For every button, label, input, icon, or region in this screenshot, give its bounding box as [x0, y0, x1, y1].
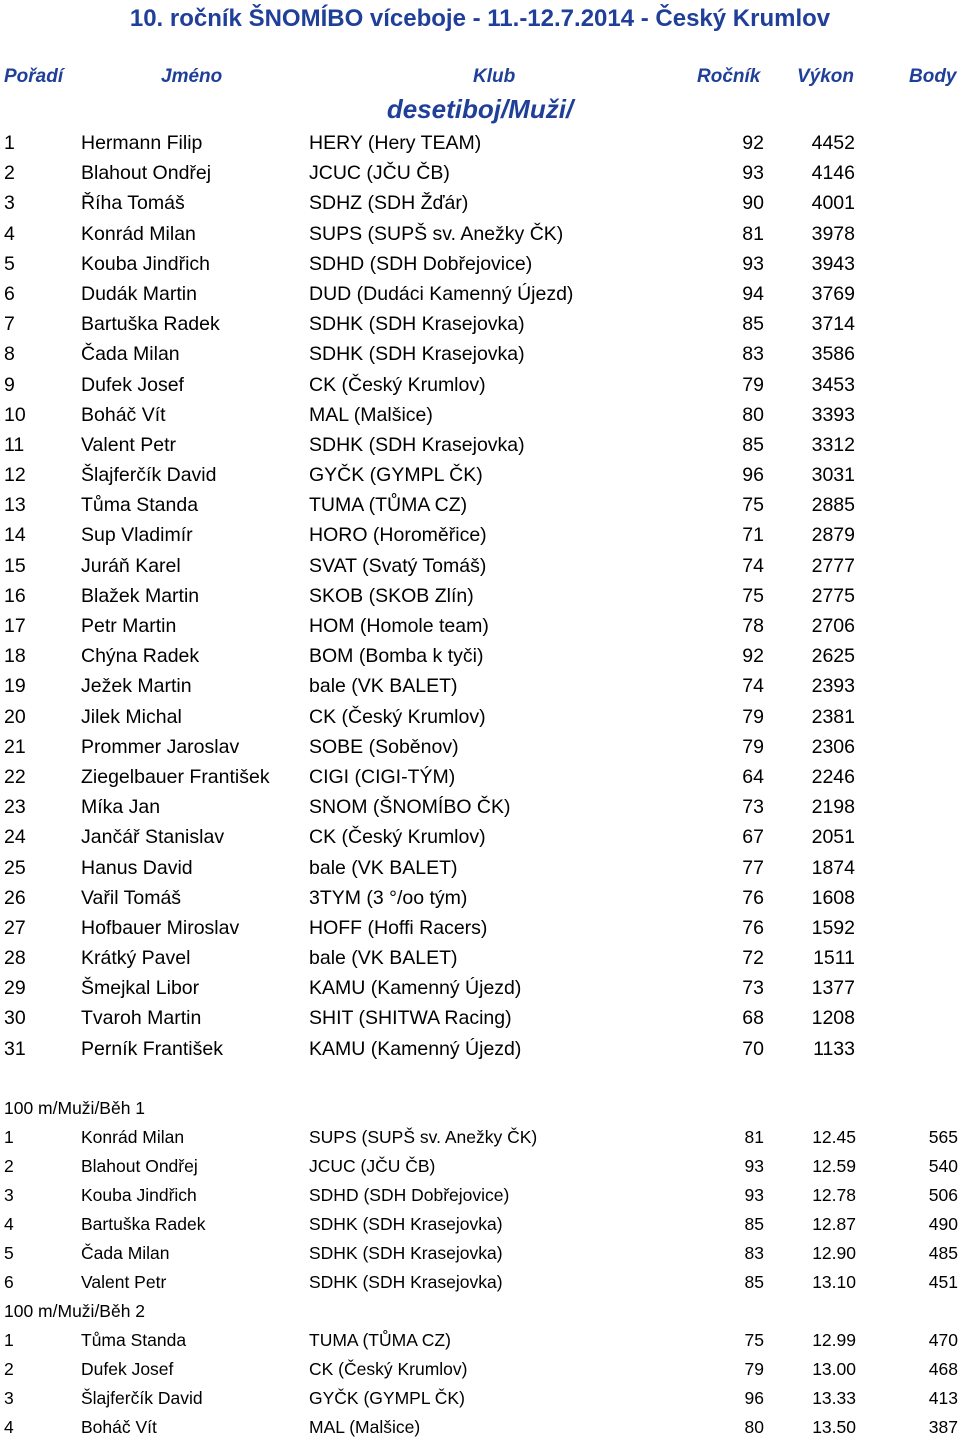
event-points: 451: [928, 1272, 958, 1292]
result-year: 72: [742, 947, 764, 970]
event-club: TUMA (TŮMA CZ): [309, 1330, 451, 1350]
result-rank: 11: [4, 433, 25, 456]
event-row: [0, 1413, 960, 1442]
result-name: Petr Martin: [81, 615, 177, 637]
event-points: 485: [928, 1243, 958, 1263]
result-year: 96: [742, 464, 764, 487]
result-name: Konrád Milan: [81, 222, 196, 245]
result-club: BOM (Bomba k tyči): [309, 645, 484, 668]
event-name: Kouba Jindřich: [81, 1185, 197, 1205]
result-club: SDHD (SDH Dobřejovice): [309, 252, 533, 275]
result-club: SNOM (ŠNOMÍBO ČK): [309, 796, 511, 819]
event-club: GYČK (GYMPL ČK): [309, 1388, 465, 1408]
event-rank: 3: [4, 1388, 14, 1408]
result-row: [0, 641, 960, 671]
result-year: 74: [742, 675, 764, 698]
event-performance: 12.78: [812, 1185, 856, 1205]
result-year: 94: [742, 282, 764, 305]
event-year: 80: [744, 1417, 764, 1437]
result-row: [0, 732, 960, 762]
result-year: 77: [742, 856, 764, 879]
event-performance: 13.00: [812, 1359, 856, 1379]
result-year: 80: [742, 403, 764, 426]
result-performance: 2885: [811, 494, 855, 517]
result-name: Prommer Jaroslav: [81, 735, 240, 758]
event-label: 100 m/Muži/Běh 2: [4, 1301, 146, 1321]
result-performance: 4001: [811, 192, 855, 215]
event-name: Šlajferčík David: [81, 1388, 203, 1408]
result-year: 73: [742, 977, 764, 1000]
event-performance: 13.10: [812, 1272, 856, 1292]
result-rank: 7: [4, 313, 15, 336]
result-row: [0, 219, 960, 249]
event-year: 75: [744, 1330, 764, 1350]
event-name: Boháč Vít: [81, 1417, 157, 1437]
result-year: 92: [742, 645, 764, 668]
result-rank: 13: [4, 494, 26, 517]
event-club: MAL (Malšice): [309, 1417, 421, 1437]
event-club: SDHK (SDH Krasejovka): [309, 1243, 503, 1263]
result-rank: 5: [4, 252, 15, 275]
header-rank: Pořadí: [4, 66, 64, 87]
header-points: Body: [909, 66, 957, 87]
event-rank: 1: [4, 1330, 14, 1350]
result-row: [0, 883, 960, 913]
result-row: [0, 400, 960, 430]
result-rank: 29: [4, 977, 26, 1000]
result-name: Šmejkal Libor: [81, 977, 200, 1000]
result-rank: 30: [4, 1007, 26, 1030]
result-rank: 25: [4, 856, 26, 879]
result-performance: 2051: [811, 826, 855, 849]
event-points: 387: [928, 1417, 958, 1437]
header-performance: Výkon: [797, 66, 855, 87]
result-performance: 1133: [813, 1037, 855, 1060]
result-rank: 4: [4, 222, 15, 245]
result-club: SHIT (SHITWA Racing): [309, 1007, 512, 1030]
result-rank: 14: [4, 524, 26, 547]
header-name: Jméno: [161, 66, 223, 87]
event-rank: 3: [4, 1185, 14, 1205]
result-rank: 28: [4, 947, 26, 970]
result-name: Hanus David: [81, 856, 193, 879]
result-name: Perník František: [81, 1037, 223, 1060]
result-row: [0, 913, 960, 943]
event-club: CK (Český Krumlov): [309, 1359, 468, 1379]
result-row: [0, 551, 960, 581]
result-year: 74: [742, 554, 764, 577]
result-row: [0, 702, 960, 732]
event-performance: 12.90: [812, 1243, 856, 1263]
result-year: 78: [742, 615, 764, 637]
result-row: [0, 520, 960, 550]
result-year: 67: [742, 826, 764, 849]
result-performance: 2625: [811, 645, 855, 668]
event-club: SUPS (SUPŠ sv. Anežky ČK): [309, 1127, 538, 1147]
result-performance: 3031: [811, 464, 855, 487]
result-rank: 15: [4, 554, 26, 577]
event-performance: 12.99: [812, 1330, 856, 1350]
event-row: [0, 1355, 960, 1384]
result-club: bale (VK BALET): [309, 947, 458, 970]
result-name: Jilek Michal: [81, 705, 182, 728]
result-year: 92: [742, 132, 764, 154]
result-club: 3TYM (3 °/oo tým): [309, 886, 468, 909]
result-rank: 22: [4, 765, 26, 788]
result-name: Ziegelbauer František: [81, 765, 270, 788]
result-club: KAMU (Kamenný Újezd): [309, 977, 522, 1000]
event-year: 79: [744, 1359, 764, 1379]
result-rank: 17: [4, 615, 26, 637]
result-rank: 2: [4, 162, 15, 185]
result-performance: 3312: [811, 433, 855, 456]
result-rank: 21: [4, 735, 26, 758]
result-name: Tvaroh Martin: [81, 1007, 202, 1030]
result-year: 73: [742, 796, 764, 819]
event-points: 470: [928, 1330, 958, 1350]
result-performance: 3586: [811, 343, 855, 366]
result-rank: 1: [4, 132, 15, 154]
event-year: 85: [744, 1214, 764, 1234]
event-year: 93: [744, 1156, 764, 1176]
result-row: [0, 853, 960, 883]
result-club: SDHZ (SDH Žďár): [309, 192, 469, 215]
result-year: 75: [742, 584, 764, 607]
event-name: Valent Petr: [81, 1272, 167, 1292]
main-results-table: [0, 128, 960, 1064]
header-year: Ročník: [697, 66, 761, 87]
result-club: MAL (Malšice): [309, 403, 433, 426]
result-name: Míka Jan: [81, 796, 161, 819]
result-year: 79: [742, 735, 764, 758]
result-performance: 1511: [813, 947, 855, 970]
result-name: Bartuška Radek: [81, 313, 220, 336]
result-club: SVAT (Svatý Tomáš): [309, 554, 487, 577]
result-name: Čada Milan: [81, 343, 180, 366]
result-performance: 2381: [811, 705, 855, 728]
result-year: 76: [742, 916, 764, 939]
result-name: Valent Petr: [81, 433, 177, 456]
event-year: 83: [744, 1243, 764, 1263]
result-row: [0, 309, 960, 339]
event-points: 540: [928, 1156, 958, 1176]
result-club: SDHK (SDH Krasejovka): [309, 313, 525, 336]
event-year: 81: [744, 1127, 764, 1147]
result-performance: 1608: [811, 886, 855, 909]
event-name: Tůma Standa: [81, 1330, 187, 1350]
event-rank: 2: [4, 1359, 14, 1379]
result-club: SOBE (Soběnov): [309, 735, 459, 758]
result-club: DUD (Dudáci Kamenný Újezd): [309, 282, 574, 305]
result-year: 70: [742, 1037, 764, 1060]
result-name: Blahout Ondřej: [81, 162, 212, 185]
result-rank: 6: [4, 282, 15, 305]
event-row: [0, 1181, 960, 1210]
result-name: Krátký Pavel: [81, 947, 191, 970]
result-rank: 31: [4, 1037, 26, 1060]
result-row: [0, 581, 960, 611]
event-name: Blahout Ondřej: [81, 1156, 198, 1176]
result-name: Juráň Karel: [81, 554, 181, 577]
result-year: 93: [742, 252, 764, 275]
result-name: Říha Tomáš: [81, 192, 185, 215]
event-year: 96: [744, 1388, 764, 1408]
event-points: 413: [928, 1388, 958, 1408]
result-row: [0, 128, 960, 158]
result-performance: 3453: [811, 373, 855, 396]
event-row: [0, 1326, 960, 1355]
event-performance: 13.50: [812, 1417, 856, 1437]
event-row: [0, 1268, 960, 1297]
result-performance: 2393: [811, 675, 855, 698]
result-performance: 2706: [811, 615, 855, 637]
result-year: 64: [742, 765, 764, 788]
result-row: [0, 973, 960, 1003]
result-rank: 9: [4, 373, 15, 396]
section-title: desetiboj/Muži/: [386, 94, 574, 124]
result-year: 81: [742, 222, 764, 245]
result-row: [0, 1034, 960, 1064]
event-performance: 12.87: [812, 1214, 856, 1234]
result-year: 75: [742, 494, 764, 517]
result-name: Sup Vladimír: [81, 524, 193, 547]
result-row: [0, 822, 960, 852]
result-club: SKOB (SKOB Zlín): [309, 584, 474, 607]
result-row: [0, 792, 960, 822]
result-club: HOFF (Hoffi Racers): [309, 916, 488, 939]
event-row: [0, 1123, 960, 1152]
result-rank: 18: [4, 645, 26, 668]
result-row: [0, 430, 960, 460]
result-row: [0, 762, 960, 792]
result-year: 85: [742, 433, 764, 456]
result-year: 83: [742, 343, 764, 366]
result-club: KAMU (Kamenný Újezd): [309, 1037, 522, 1060]
result-club: CK (Český Krumlov): [309, 373, 486, 396]
event-row: [0, 1239, 960, 1268]
result-row: [0, 249, 960, 279]
result-rank: 27: [4, 916, 26, 939]
result-rank: 10: [4, 403, 26, 426]
result-rank: 24: [4, 826, 26, 849]
result-rank: 8: [4, 343, 15, 366]
result-rank: 12: [4, 464, 26, 487]
event-name: Konrád Milan: [81, 1127, 185, 1147]
event-row: [0, 1384, 960, 1413]
result-rank: 26: [4, 886, 26, 909]
result-row: [0, 279, 960, 309]
result-performance: 3769: [811, 282, 855, 305]
event-club: JCUC (JČU ČB): [309, 1156, 436, 1176]
result-performance: 4146: [811, 162, 855, 185]
event-rank: 4: [4, 1214, 14, 1234]
result-rank: 19: [4, 675, 26, 698]
result-row: [0, 370, 960, 400]
result-club: GYČK (GYMPL ČK): [309, 464, 483, 487]
result-rank: 20: [4, 705, 26, 728]
result-rank: 3: [4, 192, 15, 215]
result-year: 85: [742, 313, 764, 336]
result-performance: 2777: [811, 554, 855, 577]
result-name: Blažek Martin: [81, 584, 200, 607]
result-year: 68: [742, 1007, 764, 1030]
event-performance: 13.33: [812, 1388, 856, 1408]
result-club: HERY (Hery TEAM): [309, 132, 482, 154]
result-name: Tůma Standa: [81, 494, 199, 517]
result-row: [0, 490, 960, 520]
event-rank: 5: [4, 1243, 14, 1263]
result-performance: 1592: [811, 916, 855, 939]
result-year: 93: [742, 162, 764, 185]
result-year: 71: [742, 524, 764, 547]
event-rank: 6: [4, 1272, 14, 1292]
event-row: [0, 1152, 960, 1181]
result-year: 90: [742, 192, 764, 215]
result-year: 79: [742, 705, 764, 728]
result-name: Chýna Radek: [81, 645, 200, 668]
result-performance: 2879: [811, 524, 855, 547]
result-row: [0, 1003, 960, 1033]
result-performance: 3714: [811, 313, 855, 336]
result-name: Dufek Josef: [81, 373, 184, 396]
event-name: Dufek Josef: [81, 1359, 174, 1379]
event-row: [0, 1210, 960, 1239]
result-performance: 3943: [811, 252, 855, 275]
event-name: Bartuška Radek: [81, 1214, 206, 1234]
result-performance: 2246: [811, 765, 855, 788]
result-row: [0, 460, 960, 490]
event-year: 93: [744, 1185, 764, 1205]
event-label: 100 m/Muži/Běh 1: [4, 1098, 146, 1118]
result-club: TUMA (TŮMA CZ): [309, 494, 468, 517]
event-points: 468: [928, 1359, 958, 1379]
result-rank: 23: [4, 796, 26, 819]
result-performance: 3393: [811, 403, 855, 426]
result-rank: 16: [4, 584, 26, 607]
result-performance: 3978: [811, 222, 855, 245]
result-name: Boháč Vít: [81, 403, 166, 426]
result-name: Vařil Tomáš: [81, 886, 182, 909]
result-row: [0, 943, 960, 973]
result-club: HOM (Homole team): [309, 615, 489, 637]
result-row: [0, 188, 960, 218]
result-name: Šlajferčík David: [81, 464, 217, 487]
event-points: 490: [928, 1214, 958, 1234]
result-name: Jančář Stanislav: [81, 826, 225, 849]
result-performance: 2198: [811, 796, 855, 819]
event-club: SDHK (SDH Krasejovka): [309, 1272, 503, 1292]
result-performance: 4452: [811, 132, 855, 154]
event-club: SDHK (SDH Krasejovka): [309, 1214, 503, 1234]
result-club: bale (VK BALET): [309, 675, 458, 698]
event-performance: 12.45: [812, 1127, 856, 1147]
result-performance: 2306: [811, 735, 855, 758]
result-year: 79: [742, 373, 764, 396]
result-club: SDHK (SDH Krasejovka): [309, 343, 525, 366]
result-name: Dudák Martin: [81, 282, 197, 305]
header-club: Klub: [473, 66, 516, 87]
result-name: Hermann Filip: [81, 132, 203, 154]
event-rank: 4: [4, 1417, 14, 1437]
result-performance: 1208: [811, 1007, 855, 1030]
result-performance: 1874: [811, 856, 855, 879]
document-title: 10. ročník ŠNOMÍBO víceboje - 11.-12.7.2014 - Český Krumlov: [129, 5, 831, 32]
result-club: SDHK (SDH Krasejovka): [309, 433, 525, 456]
result-club: CIGI (CIGI-TÝM): [309, 765, 456, 788]
event-performance: 12.59: [812, 1156, 856, 1176]
result-performance: 1377: [811, 977, 855, 1000]
result-club: bale (VK BALET): [309, 856, 458, 879]
event-name: Čada Milan: [81, 1243, 170, 1263]
event-rank: 1: [4, 1127, 14, 1147]
result-row: [0, 671, 960, 701]
result-club: SUPS (SUPŠ sv. Anežky ČK): [309, 222, 564, 245]
result-row: [0, 339, 960, 369]
result-club: CK (Český Krumlov): [309, 705, 486, 728]
event-points: 565: [928, 1127, 958, 1147]
result-row: [0, 611, 960, 641]
result-row: [0, 158, 960, 188]
result-name: Hofbauer Miroslav: [81, 916, 240, 939]
result-name: Ježek Martin: [81, 675, 192, 698]
event-year: 85: [744, 1272, 764, 1292]
result-club: CK (Český Krumlov): [309, 826, 486, 849]
result-year: 76: [742, 886, 764, 909]
result-performance: 2775: [811, 584, 855, 607]
event-points: 506: [928, 1185, 958, 1205]
result-name: Kouba Jindřich: [81, 252, 210, 275]
result-club: JCUC (JČU ČB): [309, 162, 450, 185]
event-club: SDHD (SDH Dobřejovice): [309, 1185, 510, 1205]
result-club: HORO (Horoměřice): [309, 524, 487, 547]
event-rank: 2: [4, 1156, 14, 1176]
